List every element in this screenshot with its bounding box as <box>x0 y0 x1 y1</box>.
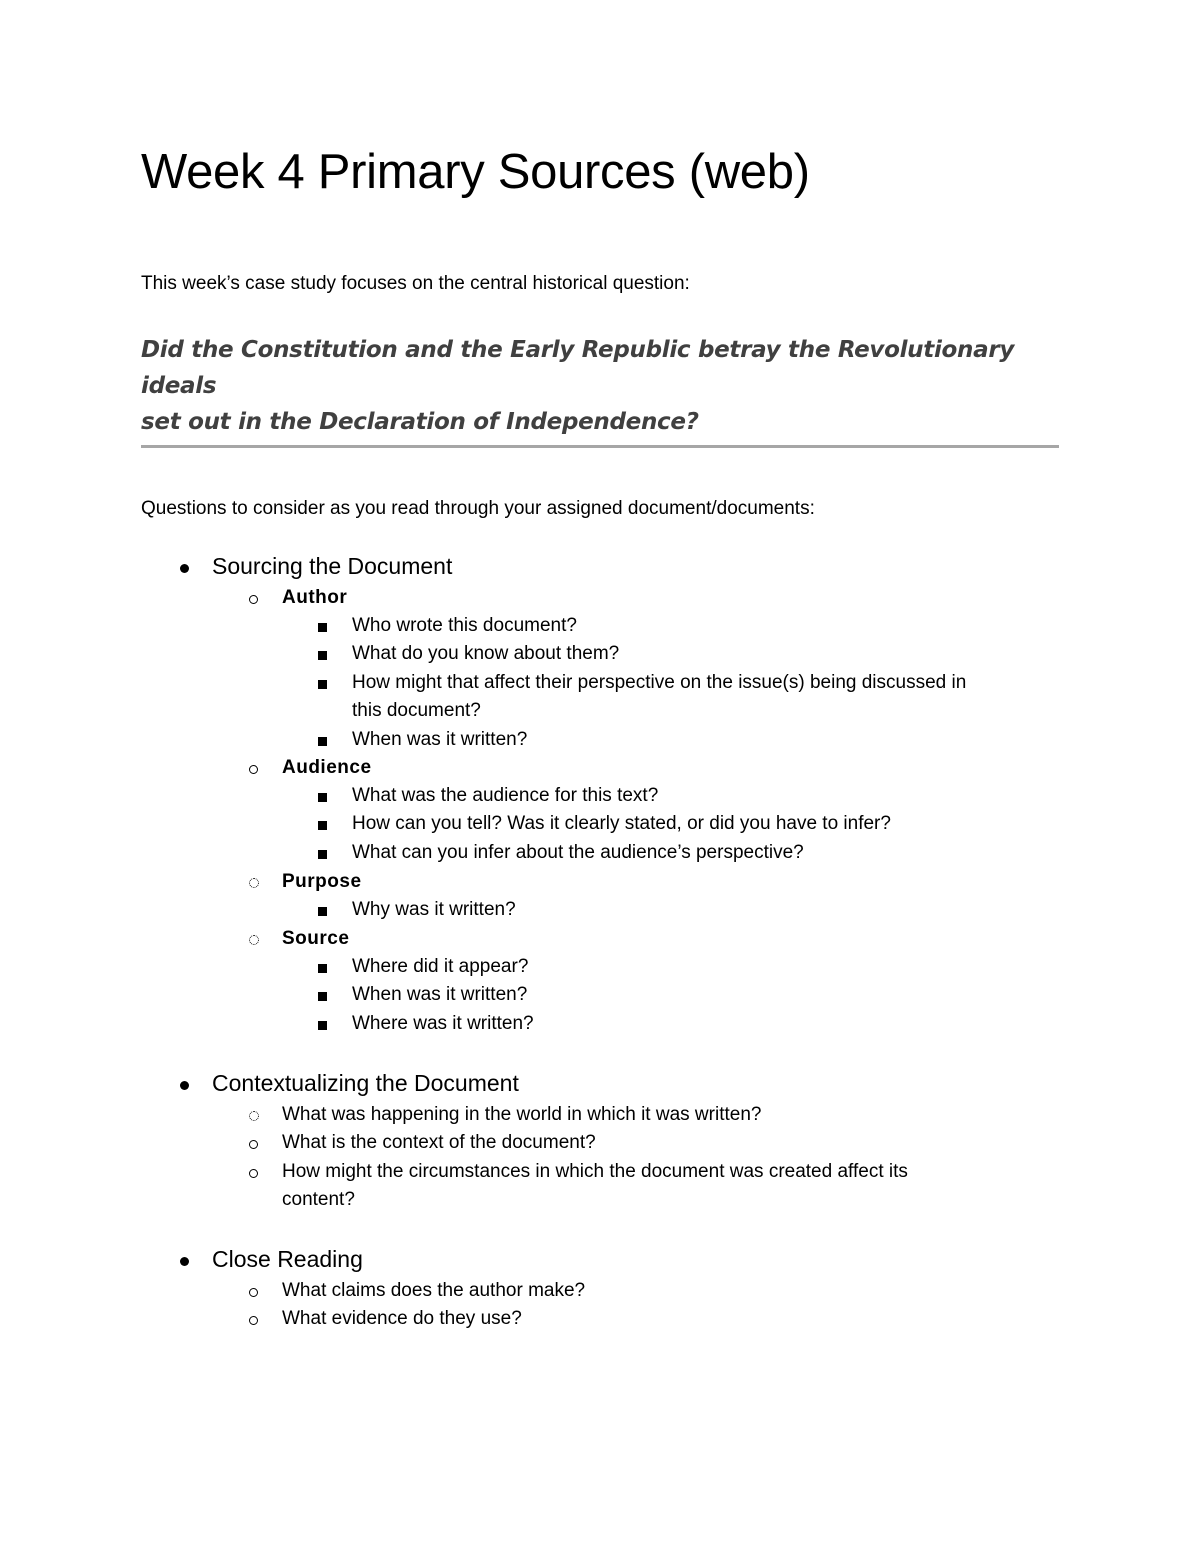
list-item: Why was it written? <box>352 899 516 920</box>
disc-bullet-icon <box>180 1071 189 1099</box>
square-bullet-icon <box>318 727 327 755</box>
dotted-circle-bullet-icon <box>249 926 259 954</box>
square-bullet-icon <box>318 897 327 925</box>
questions-prompt: Questions to consider as you read through your assigned document/documents: <box>141 498 815 519</box>
subheading-author: Author <box>282 587 348 608</box>
list-item: What was the audience for this text? <box>352 785 659 806</box>
circle-bullet-icon <box>249 585 258 613</box>
list-item: Where was it written? <box>352 1013 534 1034</box>
square-bullet-icon <box>318 641 327 669</box>
square-bullet-icon <box>318 811 327 839</box>
square-bullet-icon <box>318 954 327 982</box>
square-bullet-icon <box>318 840 327 868</box>
list-item: What evidence do they use? <box>282 1308 522 1329</box>
circle-bullet-icon <box>249 1130 258 1158</box>
disc-bullet-icon <box>180 1247 189 1275</box>
list-item: When was it written? <box>352 729 528 750</box>
subheading-audience: Audience <box>282 757 372 778</box>
square-bullet-icon <box>318 670 327 698</box>
circle-bullet-icon <box>249 1159 258 1187</box>
dotted-circle-bullet-icon <box>249 1102 259 1130</box>
central-question-line-1: Did the Constitution and the Early Republic betray the Revolutionary ideals <box>141 337 1015 399</box>
section-heading-close-reading: Close Reading <box>212 1246 363 1272</box>
document-title: Week 4 Primary Sources (web) <box>141 145 810 199</box>
central-question-line-2: set out in the Declaration of Independence? <box>141 409 699 435</box>
list-item-continuation: this document? <box>352 700 481 721</box>
list-item: Who wrote this document? <box>352 615 577 636</box>
square-bullet-icon <box>318 783 327 811</box>
list-item: What is the context of the document? <box>282 1132 596 1153</box>
circle-bullet-icon <box>249 1306 258 1334</box>
circle-bullet-icon <box>249 1278 258 1306</box>
square-bullet-icon <box>318 613 327 641</box>
list-item: When was it written? <box>352 984 528 1005</box>
list-item: What was happening in the world in which it was written? <box>282 1104 762 1125</box>
list-item-continuation: content? <box>282 1189 355 1210</box>
list-item: What do you know about them? <box>352 643 620 664</box>
central-question <box>141 332 1071 440</box>
section-heading-contextualizing: Contextualizing the Document <box>212 1070 519 1096</box>
horizontal-rule <box>141 445 1059 448</box>
list-item: How can you tell? Was it clearly stated, or did you have to infer? <box>352 813 891 834</box>
list-item: How might the circumstances in which the document was created affect its <box>282 1161 908 1182</box>
dotted-circle-bullet-icon <box>249 869 259 897</box>
list-item: How might that affect their perspective on the issue(s) being discussed in <box>352 672 967 693</box>
list-item: What claims does the author make? <box>282 1280 586 1301</box>
list-item: Where did it appear? <box>352 956 529 977</box>
subheading-purpose: Purpose <box>282 871 362 892</box>
circle-bullet-icon <box>249 755 258 783</box>
disc-bullet-icon <box>180 554 189 582</box>
square-bullet-icon <box>318 982 327 1010</box>
list-item: What can you infer about the audience’s perspective? <box>352 842 804 863</box>
intro-text: This week’s case study focuses on the central historical question: <box>141 273 690 294</box>
square-bullet-icon <box>318 1011 327 1039</box>
subheading-source: Source <box>282 928 350 949</box>
section-heading-sourcing: Sourcing the Document <box>212 553 453 579</box>
